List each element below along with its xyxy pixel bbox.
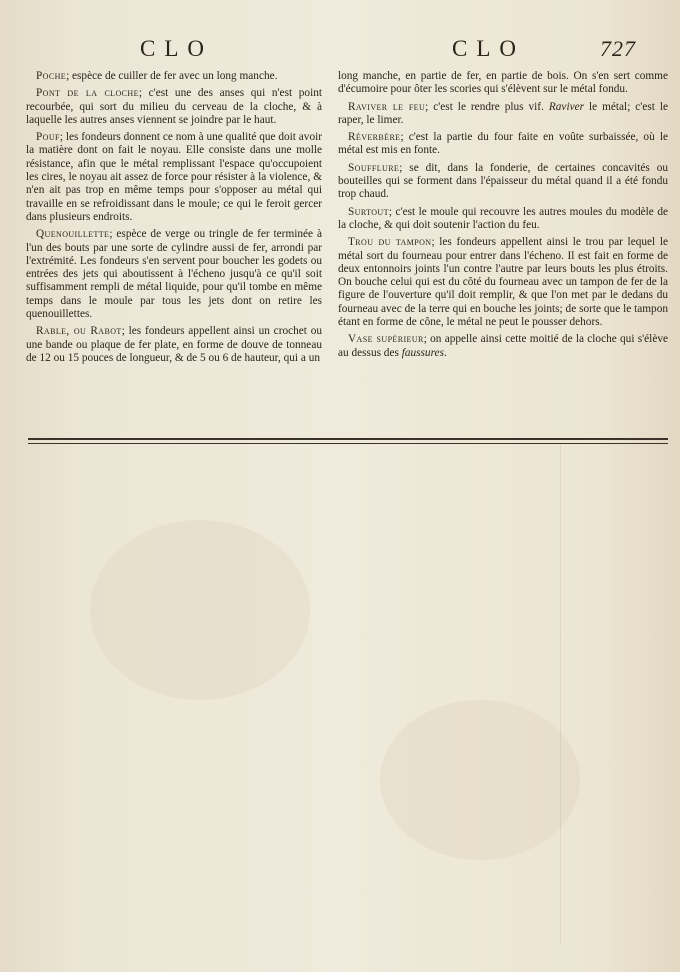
entry-term: Trou du tampon — [348, 236, 432, 249]
entry-text: ; espèce de verge ou tringle de fer terminée à l'un des bouts par une sorte de cylindre aussi de fer, arrondi par l'extrémité. Les fondeurs s'en servent pour boucher les godets ou entrées des jets qui aboutissent à l'écheno jusqu'à ce qu'il soit suffisamment rempli de métal liquide, pour qu'il tombe en même temps dans le moule par tous les jets dont on retire les quenouillettes. — [26, 228, 322, 321]
right-column — [338, 70, 668, 364]
running-head-right: CLO — [452, 36, 525, 61]
dictionary-entry — [26, 228, 322, 321]
entry-term: Pont de la cloche — [36, 87, 139, 100]
entry-term: Surtout — [348, 205, 389, 218]
entry-term: Pouf — [36, 131, 60, 144]
entry-text: . — [443, 346, 447, 359]
entry-text: ; les fondeurs appellent ainsi le trou par lequel le métal sort du fourneau pour entrer dans l'écheno. Il est fait en forme de deux entonnoirs joints l'un contre l'autre par leurs bouts les plus étroits. On bouche celui qui est du côté du fourneau avec un tampon de fer de la figure de l'ouverture qu'il doit remplir, & que l'on met par le dedans du fourneau avec de la terre qui en bouche les joints; de sorte que le tampon étant en forme de cône, le métal ne peut le pousser dehors. — [338, 236, 668, 329]
entry-term: Raviver le feu — [348, 100, 426, 113]
entry-text: ; c'est le moule qui recouvre les autres moules du modèle de la cloche, & qui doit soutenir l'action du feu. — [338, 205, 668, 231]
entry-text: ; c'est la partie du four faite en voûte surbaissée, où le métal est mis en fonte. — [338, 131, 668, 157]
paper-stain — [90, 520, 310, 700]
end-rule — [28, 438, 668, 444]
dictionary-entry — [338, 236, 668, 329]
entry-term: Vase supérieur — [348, 333, 424, 346]
dictionary-entry — [338, 131, 668, 158]
show-through-line — [560, 445, 561, 945]
entry-text: ; espèce de cuiller de fer avec un long manche. — [66, 70, 278, 82]
dictionary-entry — [26, 325, 322, 365]
entry-text: ; c'est une des anses qui n'est point recourbée, qui sort du milieu du cerveau de la cloche, & à laquelle les autres anses viennent se joindre par le haut. — [26, 87, 322, 126]
entry-term: Réverbère — [348, 131, 401, 144]
entry-text: ; les fondeurs appellent ainsi un crochet ou une bande ou plaque de fer plate, en forme de douve de tonneau de 12 ou 15 pouces de longueur, & de 5 ou 6 de hauteur, qui a un — [26, 325, 323, 364]
entry-text: le métal; c'est le raper, le limer. — [338, 100, 669, 126]
entry-term: Quenouillette — [36, 228, 110, 241]
dictionary-entry — [26, 87, 322, 127]
dictionary-entry-continued — [338, 70, 668, 97]
dictionary-entry — [26, 131, 322, 224]
paper-stain — [380, 700, 580, 860]
dictionary-entry — [338, 206, 668, 233]
entry-text: long manche, en partie de fer, en partie de bois. On s'en sert comme d'écumoire pour ôter les scories qui s'élèvent sur le métal fondu. — [338, 70, 668, 96]
running-head-left: CLO — [140, 36, 213, 61]
dictionary-entry — [26, 70, 322, 83]
dictionary-entry — [338, 333, 668, 360]
entry-italic: faussures — [401, 346, 444, 359]
page-number: 727 — [600, 36, 636, 61]
dictionary-entry — [338, 162, 668, 202]
entry-term: Soufflure — [348, 161, 400, 174]
left-column — [26, 70, 322, 369]
entry-term: Rable, ou Rabot — [36, 325, 122, 338]
entry-text: ; on appelle ainsi cette moitié de la cloche qui s'élève au dessus des — [338, 333, 668, 359]
entry-italic: Raviver — [548, 100, 585, 113]
entry-text: ; se dit, dans la fonderie, de certaines concavités ou bouteilles qui se forment dans l'épaisseur du métal quand il a été fondu trop chaud. — [338, 161, 668, 201]
dictionary-entry — [338, 101, 668, 128]
entry-term: Poche — [36, 70, 67, 82]
entry-text: ; les fondeurs donnent ce nom à une qualité que doit avoir la matière dont on fait le noyau. Elle consiste dans une molle résistance, afin que le métal remplissant l'espace qu'occupoient les cires, le noyau ait assez de force pour résister à la violence, & n'en ait pas trop en même temps pour s'opposer au métal qui travaille en se refroidissant dans le moule; ce qui le feroit gercer dans plusieurs endroits. — [26, 131, 322, 223]
entry-text: ; c'est le rendre plus vif. — [425, 100, 544, 113]
